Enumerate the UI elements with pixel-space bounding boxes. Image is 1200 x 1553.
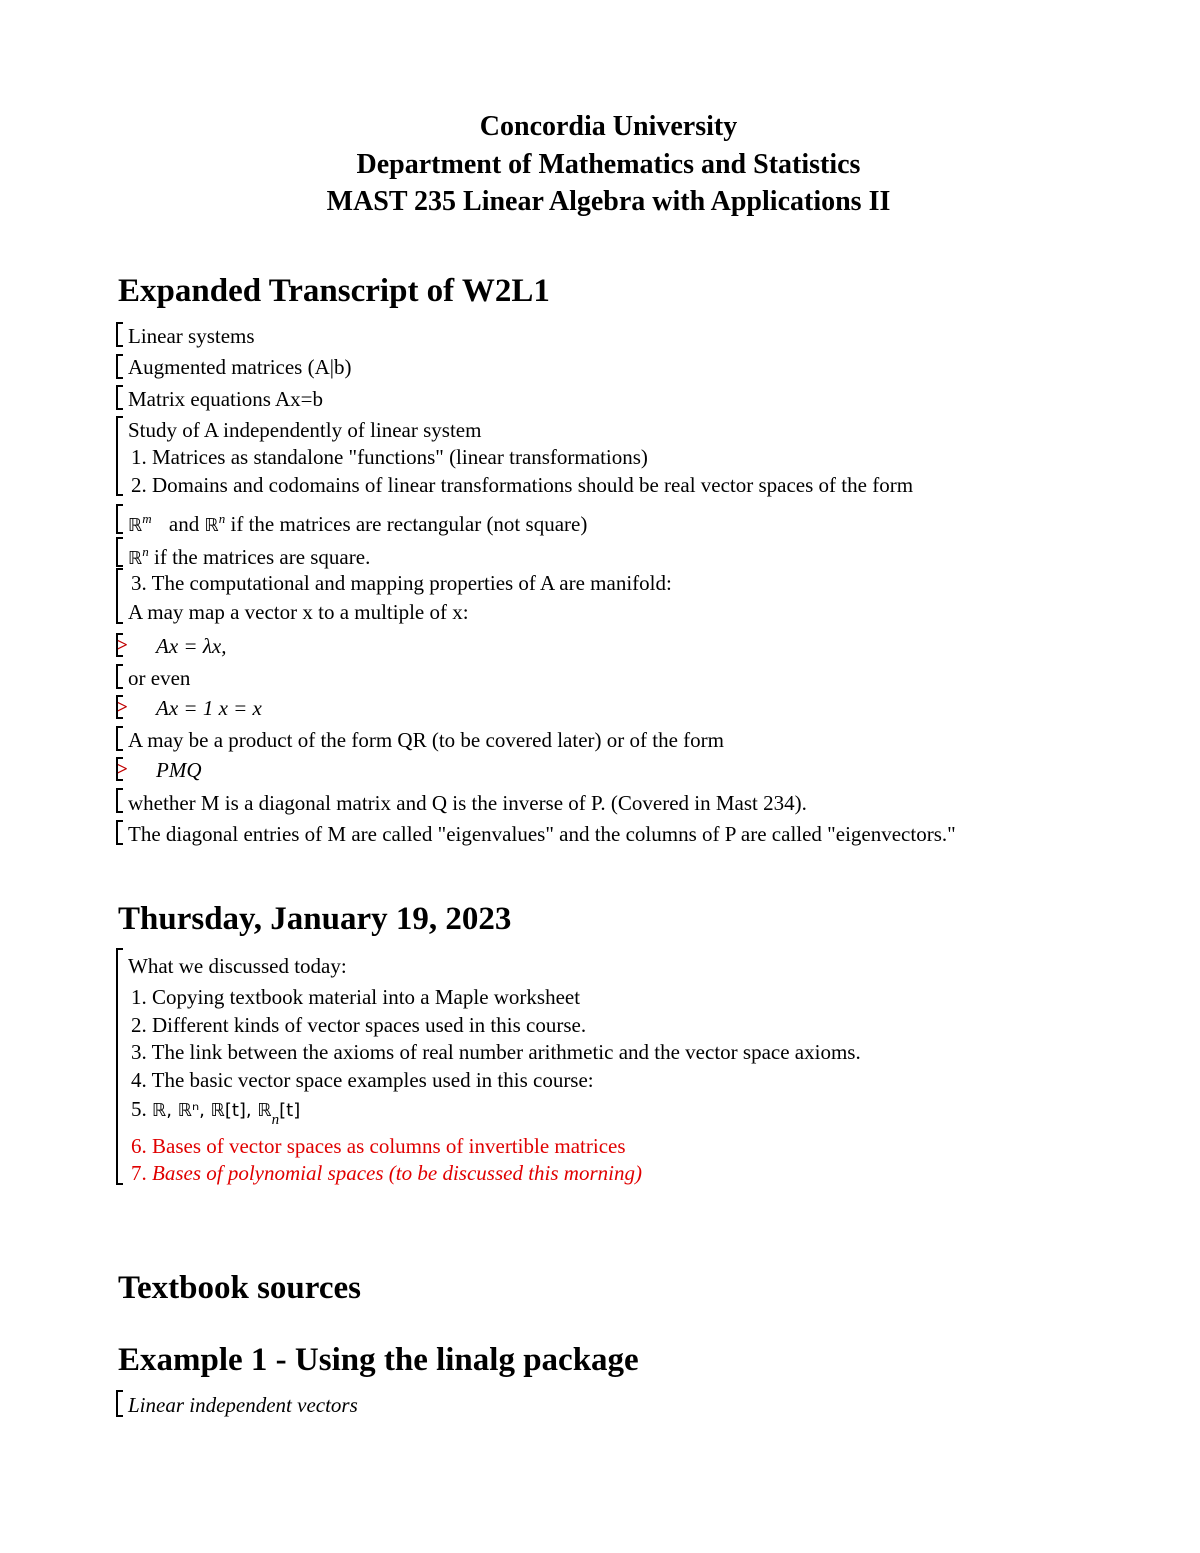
list-item-2: 2. Different kinds of vector spaces used in this course. (131, 1013, 587, 1037)
vector-space-tail: [t] (279, 1100, 301, 1121)
text-discussed-today: What we discussed today: (128, 954, 347, 978)
maple-prompt: > (117, 635, 128, 656)
section-title-textbook: Textbook sources (118, 1270, 361, 1306)
maple-prompt: > (117, 759, 128, 780)
execution-group-bracket (116, 504, 123, 534)
and-word: and (168, 512, 200, 536)
list-item-3: 3. The link between the axioms of real number arithmetic and the vector space axioms. (131, 1040, 861, 1064)
execution-group-bracket (116, 788, 123, 813)
section-title-transcript: Expanded Transcript of W2L1 (118, 273, 550, 309)
execution-group-bracket (116, 1390, 123, 1417)
reals-symbol: ℝ (204, 515, 219, 536)
rectangular-text: if the matrices are rectangular (not square) (230, 512, 588, 536)
list-item-5 (131, 1097, 301, 1128)
math-identity-equation: Ax = 1 x = x (156, 696, 262, 720)
exponent: m (142, 511, 152, 526)
list-item-6: 6. Bases of vector spaces as columns of invertible matrices (131, 1134, 626, 1158)
list-item-4: 4. The basic vector space examples used in this course: (131, 1068, 594, 1092)
list-item-1: 1. Copying textbook material into a Maple worksheet (131, 985, 581, 1009)
execution-group-bracket (116, 537, 123, 567)
execution-group-bracket (116, 726, 123, 751)
subscript-n: n (271, 1112, 280, 1128)
list-item-7-number: 7. (131, 1161, 147, 1185)
section-title-example1: Example 1 - Using the linalg package (118, 1342, 639, 1378)
list-item-7-text: Bases of polynomial spaces (to be discussed this morning) (152, 1161, 642, 1185)
execution-group-bracket (116, 820, 123, 845)
execution-group-bracket (116, 385, 123, 410)
vector-space-symbols: ℝ, ℝⁿ, ℝ[t], ℝ (152, 1100, 272, 1121)
text-product-form: A may be a product of the form QR (to be covered later) or of the form (128, 728, 724, 752)
math-eigen-equation: Ax = λx, (156, 634, 227, 658)
exponent: n (142, 544, 149, 559)
text-map-vector: A may map a vector x to a multiple of x: (128, 600, 469, 624)
execution-group-bracket (116, 416, 123, 496)
department-name: Department of Mathematics and Statistics (356, 148, 861, 180)
execution-group-bracket (116, 322, 123, 347)
list-item-5-number: 5. (131, 1097, 147, 1121)
execution-group-bracket (116, 568, 123, 624)
text-matrix-equations: Matrix equations Ax=b (128, 387, 323, 411)
course-title: MAST 235 Linear Algebra with Applications II (326, 186, 891, 217)
text-rectangular-spaces (128, 507, 587, 538)
text-eigenvalues: The diagonal entries of M are called "eigenvalues" and the columns of P are called "eigenvectors." (128, 822, 956, 846)
text-item-1: 1. Matrices as standalone "functions" (linear transformations) (131, 445, 648, 469)
execution-group-bracket (116, 664, 123, 689)
text-augmented-matrices: Augmented matrices (A|b) (128, 355, 352, 379)
text-item-2: 2. Domains and codomains of linear transformations should be real vector spaces of the form (131, 473, 914, 497)
section-title-date: Thursday, January 19, 2023 (118, 901, 512, 937)
reals-symbol: ℝ (128, 515, 143, 536)
reals-symbol: ℝ (128, 548, 143, 569)
document-header (0, 108, 1200, 221)
execution-group-bracket (116, 354, 123, 379)
text-square-spaces (128, 540, 370, 571)
list-item-7 (131, 1161, 642, 1185)
exponent: n (218, 511, 226, 526)
university-name: Concordia University (479, 111, 738, 142)
math-pmq: PMQ (156, 758, 202, 782)
square-text: if the matrices are square. (154, 545, 371, 569)
execution-group-bracket (116, 948, 123, 1185)
text-study-of-a: Study of A independently of linear system (128, 418, 482, 442)
maple-prompt: > (117, 697, 128, 718)
text-linear-systems: Linear systems (128, 324, 255, 348)
text-or-even: or even (128, 666, 191, 690)
text-linear-independent: Linear independent vectors (128, 1393, 358, 1417)
text-diagonal-matrix: whether M is a diagonal matrix and Q is the inverse of P. (Covered in Mast 234). (128, 791, 807, 815)
text-item-3: 3. The computational and mapping properties of A are manifold: (131, 571, 672, 595)
